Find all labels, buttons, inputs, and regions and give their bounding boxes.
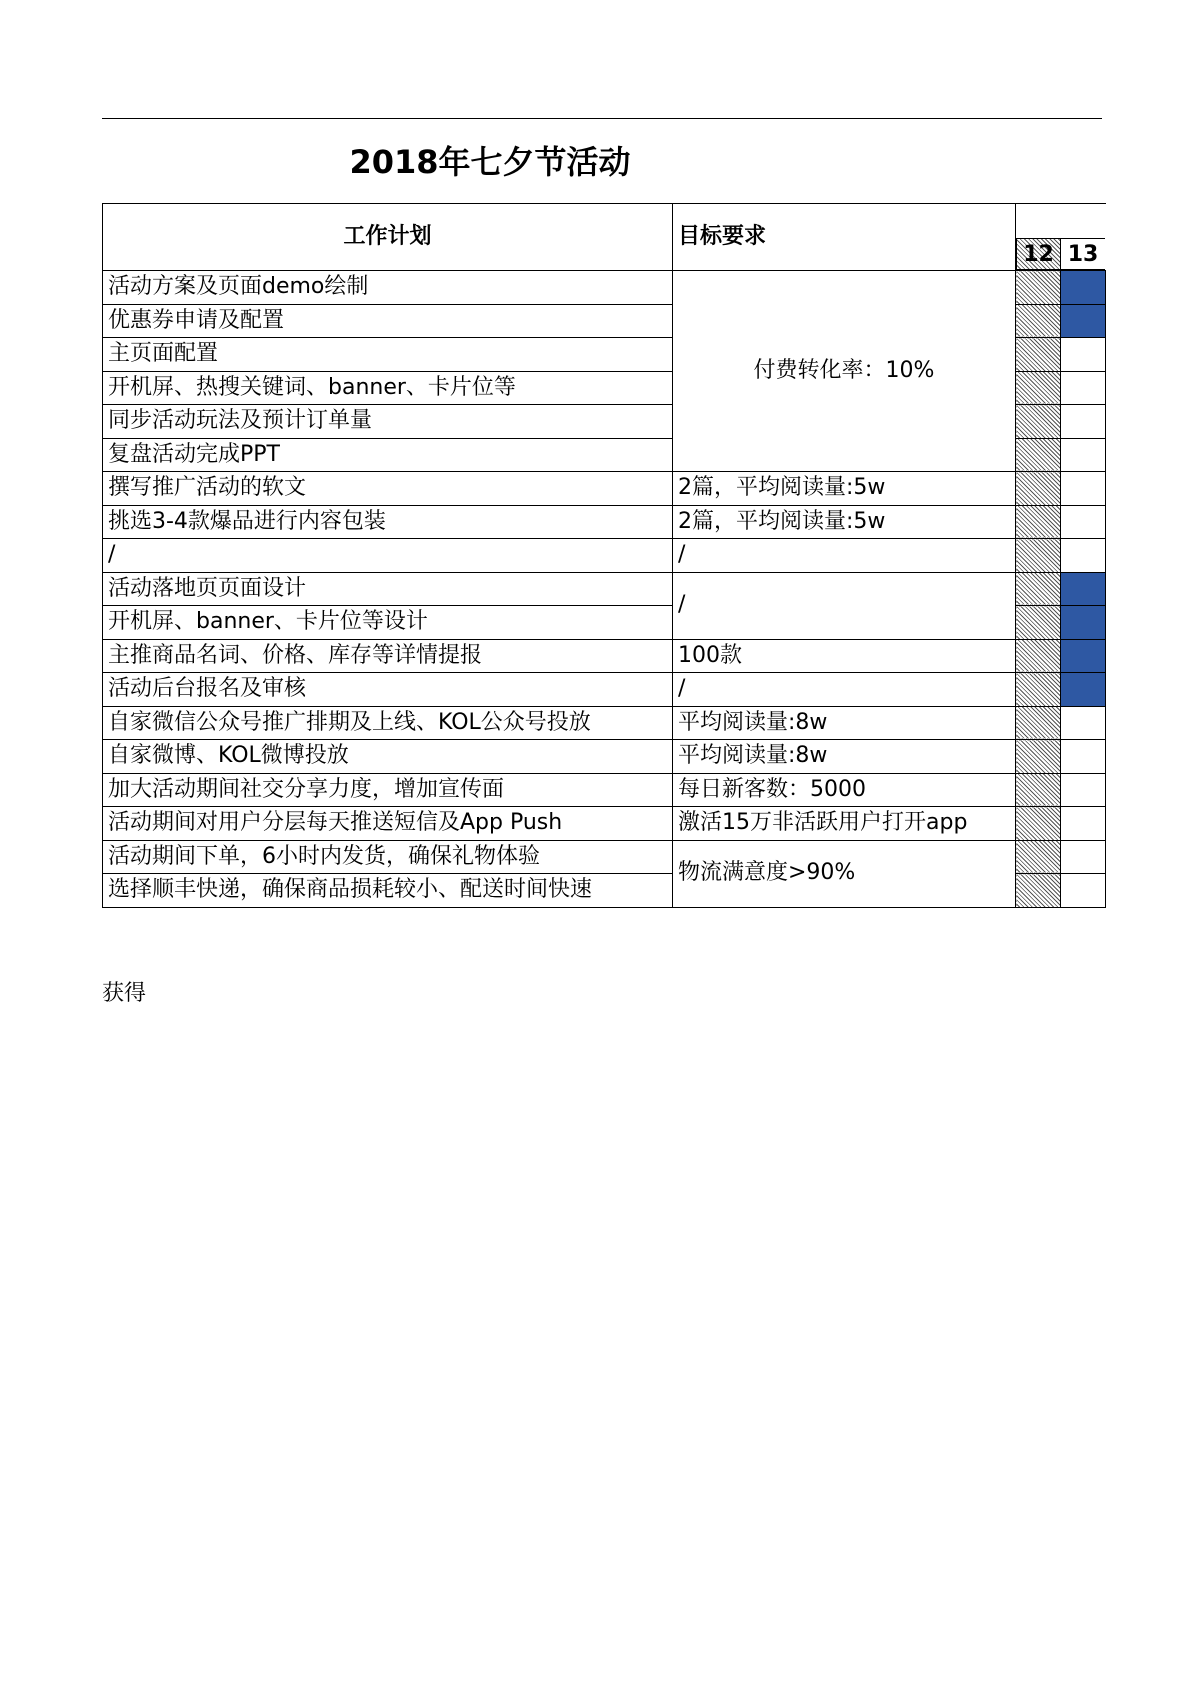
day12-cell [1016, 706, 1061, 740]
plan-cell: 活动后台报名及审核 [103, 673, 673, 707]
day13-cell [1061, 304, 1106, 338]
day12-cell [1016, 405, 1061, 439]
table-row [103, 840, 1106, 874]
day12-cell [1016, 271, 1061, 305]
table-row [103, 740, 1106, 774]
goal-cell: 激活15万非活跃用户打开app [673, 807, 1016, 841]
footer-note: 获得 [102, 981, 147, 1006]
day12-cell [1016, 673, 1061, 707]
plan-cell: 自家微信公众号推广排期及上线、KOL公众号投放 [103, 706, 673, 740]
plan-cell: 挑选3-4款爆品进行内容包装 [103, 505, 673, 539]
day13-cell [1061, 740, 1106, 774]
goal-cell: 平均阅读量:8w [673, 740, 1016, 774]
table-row [103, 271, 1106, 305]
day12-cell [1016, 773, 1061, 807]
goal-cell: 平均阅读量:8w [673, 706, 1016, 740]
day13-cell [1061, 505, 1106, 539]
table-row [103, 539, 1106, 573]
plan-cell: 主推商品名词、价格、库存等详情提报 [103, 639, 673, 673]
day12-cell [1016, 840, 1061, 874]
header-days [1016, 204, 1106, 271]
day13-cell [1061, 673, 1106, 707]
day12-cell [1016, 807, 1061, 841]
plan-cell: 活动落地页页面设计 [103, 572, 673, 606]
day13-cell [1061, 405, 1106, 439]
day12-cell [1016, 438, 1061, 472]
goal-cell: 100款 [673, 639, 1016, 673]
day12-cell [1016, 539, 1061, 573]
day13-cell [1061, 338, 1106, 372]
day12-cell [1016, 740, 1061, 774]
table-row [103, 673, 1106, 707]
plan-cell: / [103, 539, 673, 573]
day12-cell [1016, 371, 1061, 405]
top-rule [102, 118, 1102, 119]
header-goal: 目标要求 [673, 204, 1016, 271]
day12-cell [1016, 505, 1061, 539]
day12-cell [1016, 338, 1061, 372]
plan-cell: 开机屏、热搜关键词、banner、卡片位等 [103, 371, 673, 405]
table-row [103, 807, 1106, 841]
day13-cell [1061, 271, 1106, 305]
day13-cell [1061, 572, 1106, 606]
plan-cell: 开机屏、banner、卡片位等设计 [103, 606, 673, 640]
day13-cell [1061, 874, 1106, 908]
header-plan: 工作计划 [103, 204, 673, 271]
plan-cell: 加大活动期间社交分享力度，增加宣传面 [103, 773, 673, 807]
day13-cell [1061, 472, 1106, 506]
day13-cell [1061, 840, 1106, 874]
table-row [103, 505, 1106, 539]
day13-cell [1061, 639, 1106, 673]
goal-cell: 付费转化率：10% [673, 271, 1016, 472]
goal-cell: 物流满意度>90% [673, 840, 1016, 907]
table-row [103, 572, 1106, 606]
goal-cell: 2篇，平均阅读量:5w [673, 472, 1016, 506]
plan-cell: 优惠券申请及配置 [103, 304, 673, 338]
plan-cell: 活动期间下单，6小时内发货，确保礼物体验 [103, 840, 673, 874]
page-title: 2018年七夕节活动 [349, 143, 631, 181]
plan-cell: 自家微博、KOL微博投放 [103, 740, 673, 774]
day12-cell [1016, 472, 1061, 506]
day13-cell [1061, 706, 1106, 740]
day13-cell [1061, 438, 1106, 472]
day13-cell [1061, 539, 1106, 573]
plan-table [102, 203, 1106, 908]
table-row [103, 773, 1106, 807]
table-row [103, 639, 1106, 673]
day12-cell [1016, 606, 1061, 640]
day13-cell [1061, 773, 1106, 807]
day13-cell [1061, 371, 1106, 405]
goal-cell: / [673, 673, 1016, 707]
plan-cell: 复盘活动完成PPT [103, 438, 673, 472]
goal-cell: / [673, 572, 1016, 639]
day12-cell [1016, 572, 1061, 606]
goal-cell: / [673, 539, 1016, 573]
day12-cell [1016, 304, 1061, 338]
goal-cell: 每日新客数：5000 [673, 773, 1016, 807]
plan-cell: 选择顺丰快递，确保商品损耗较小、配送时间快速 [103, 874, 673, 908]
table-row [103, 472, 1106, 506]
plan-cell: 主页面配置 [103, 338, 673, 372]
table-row [103, 706, 1106, 740]
day12-cell [1016, 874, 1061, 908]
day13-cell [1061, 606, 1106, 640]
header-day-12: 12 [1016, 238, 1060, 270]
day13-cell [1061, 807, 1106, 841]
goal-cell: 2篇，平均阅读量:5w [673, 505, 1016, 539]
plan-cell: 活动方案及页面demo绘制 [103, 271, 673, 305]
plan-cell: 撰写推广活动的软文 [103, 472, 673, 506]
plan-cell: 活动期间对用户分层每天推送短信及App Push [103, 807, 673, 841]
header-day-13: 13 [1060, 238, 1105, 270]
plan-cell: 同步活动玩法及预计订单量 [103, 405, 673, 439]
day12-cell [1016, 639, 1061, 673]
